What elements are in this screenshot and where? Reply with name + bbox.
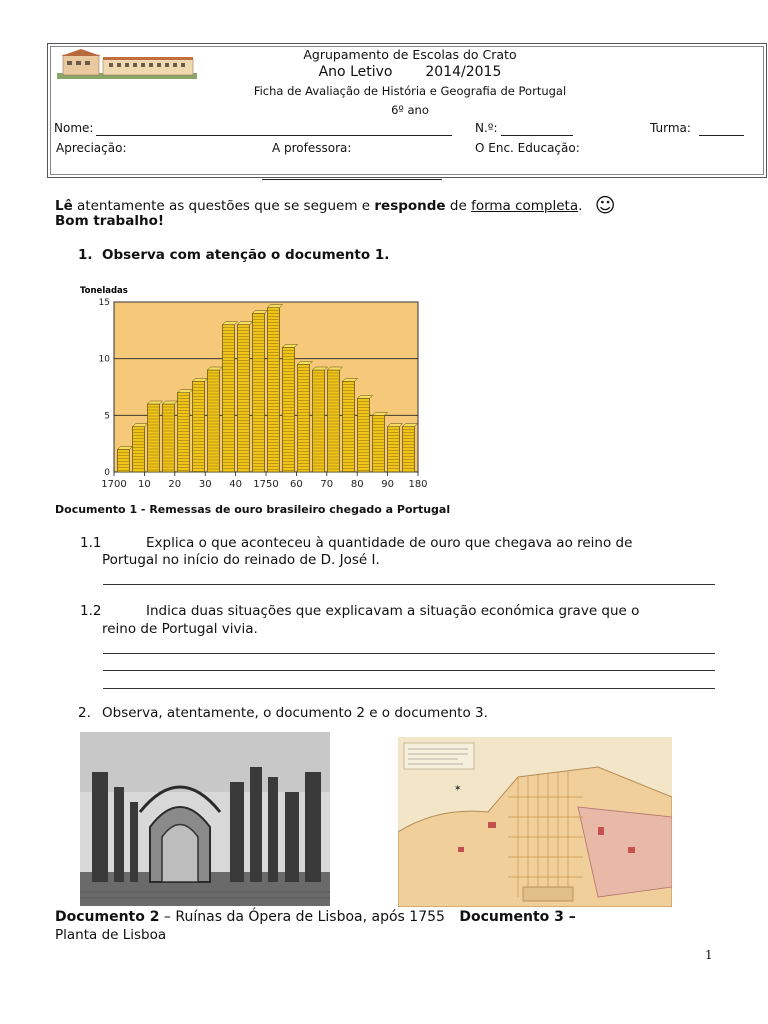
doc1-caption: Documento 1 - Remessas de ouro brasileiro chegado a Portugal	[55, 503, 451, 516]
chart-bar-top	[163, 401, 178, 404]
q1-2-text-line1: Indica duas situações que explicavam a situação económica grave que o	[146, 603, 640, 619]
q1-2-number: 1.2	[80, 603, 102, 619]
chart-xtick-label: 20	[168, 479, 182, 490]
chart-bar	[283, 347, 295, 472]
q1-text: Observa com atenção o documento 1.	[102, 247, 390, 263]
chart-bar-top	[388, 424, 403, 427]
teacher-signature-line[interactable]	[262, 179, 442, 180]
page-number: 1	[705, 948, 713, 962]
answer-line-1-2a[interactable]	[103, 653, 715, 654]
chart-bar-top	[373, 412, 388, 415]
chart-xtick-label: 1750	[253, 479, 279, 490]
chart-bar	[163, 404, 175, 472]
doc2-label: Documento 2	[55, 909, 160, 925]
intro-paragraph	[55, 195, 755, 215]
chart-xtick-label: 40	[229, 479, 242, 490]
chart-bar-top	[253, 310, 268, 313]
chart-bar	[388, 427, 400, 472]
q1-1-text-line2: Portugal no início do reinado de D. José I.	[102, 552, 380, 568]
lisbon-plan-map	[398, 737, 672, 907]
name-field[interactable]	[96, 135, 452, 136]
chart-bar-top	[343, 378, 358, 381]
chart-bar-top	[133, 424, 148, 427]
chart-bar-top	[283, 344, 298, 347]
number-label: N.º:	[475, 121, 498, 135]
chart-bar-top	[298, 361, 313, 364]
chart-xtick-label: 180	[408, 479, 428, 490]
chart-bar	[343, 381, 355, 472]
chart-bar-top	[358, 395, 373, 398]
class-label: Turma:	[650, 121, 691, 135]
compass-icon: ✶	[454, 784, 462, 794]
guardian-label: O Enc. Educação:	[475, 141, 580, 155]
appreciation-label: Apreciação:	[56, 141, 127, 155]
chart-xtick-label: 90	[381, 479, 394, 490]
chart-xtick-label: 10	[138, 479, 151, 490]
chart-bar-top	[223, 322, 238, 325]
good-luck: Bom trabalho!	[55, 213, 164, 229]
number-field[interactable]	[501, 135, 573, 136]
chart-ylabel: Toneladas	[80, 286, 128, 296]
intro-part3: .	[578, 198, 583, 214]
chart-bar-top	[118, 446, 133, 449]
chart-bar-top	[178, 390, 193, 393]
chart-xtick-label: 30	[198, 479, 212, 490]
q1-1-text-line1: Explica o que aconteceu à quantidade de ouro que chegava ao reino de	[146, 535, 633, 551]
grade: 6º ano	[391, 103, 429, 117]
doc3-text: Planta de Lisboa	[55, 927, 167, 943]
q2-text: Observa, atentamente, o documento 2 e o documento 3.	[102, 705, 488, 721]
chart-bar-top	[268, 305, 283, 308]
chart-bar	[403, 427, 415, 472]
chart-bar-top	[208, 367, 223, 370]
chart-xtick-label: 70	[320, 479, 334, 490]
name-label: Nome:	[54, 121, 94, 135]
chart-bar	[148, 404, 160, 472]
chart-ytick-label: 5	[104, 411, 110, 422]
intro-responde: responde	[374, 198, 446, 214]
q2-number: 2.	[78, 705, 91, 721]
school-name: Agrupamento de Escolas do Crato	[303, 47, 517, 62]
smiley-icon: ☺	[594, 193, 616, 217]
intro-form: forma completa	[471, 198, 579, 214]
chart-bar	[133, 427, 145, 472]
answer-line-1-1[interactable]	[103, 584, 715, 585]
chart-bar	[238, 325, 250, 472]
chart-bar-top	[403, 424, 418, 427]
chart-xtick-label: 80	[350, 479, 364, 490]
chart-bar	[358, 398, 370, 472]
chart-bar	[223, 325, 235, 472]
chart-ytick-label: 10	[98, 354, 110, 365]
chart-bar	[193, 381, 205, 472]
intro-part2: de	[445, 198, 472, 214]
chart-bar	[268, 308, 280, 472]
school-logo	[57, 49, 197, 83]
year-label: Ano Letivo	[318, 64, 393, 80]
chart-bar-top	[193, 378, 208, 381]
intro-part1: atentamente as questões que se seguem e	[72, 198, 375, 214]
opera-ruins-engraving	[80, 732, 330, 906]
chart-ytick-label: 15	[98, 298, 110, 308]
chart-bar-top	[148, 401, 163, 404]
chart-bar-top	[328, 367, 343, 370]
sheet-title: Ficha de Avaliação de História e Geografia de Portugal	[253, 84, 567, 98]
answer-line-1-2b[interactable]	[103, 670, 715, 671]
q1-2-text-line2: reino de Portugal vivia.	[102, 621, 258, 637]
answer-line-1-2c[interactable]	[103, 688, 715, 689]
chart-bar-top	[313, 367, 328, 370]
doc3-label: Documento 3 –	[459, 909, 576, 925]
class-field[interactable]	[699, 135, 744, 136]
q1-1-number: 1.1	[80, 535, 102, 551]
chart-bar	[118, 449, 130, 472]
chart-ytick-label: 0	[104, 468, 110, 478]
doc2-text: – Ruínas da Ópera de Lisboa, após 1755	[159, 909, 445, 925]
school-year: 2014/2015	[425, 64, 502, 80]
chart-xtick-label: 1700	[101, 479, 127, 490]
q1-number: 1.	[78, 247, 93, 263]
chart-xtick-label: 60	[290, 479, 303, 490]
intro-le: Lê	[55, 198, 73, 214]
chart-bar-top	[238, 322, 253, 325]
teacher-label: A professora:	[272, 141, 352, 155]
gold-chart	[78, 282, 430, 504]
doc2-caption	[55, 909, 576, 925]
